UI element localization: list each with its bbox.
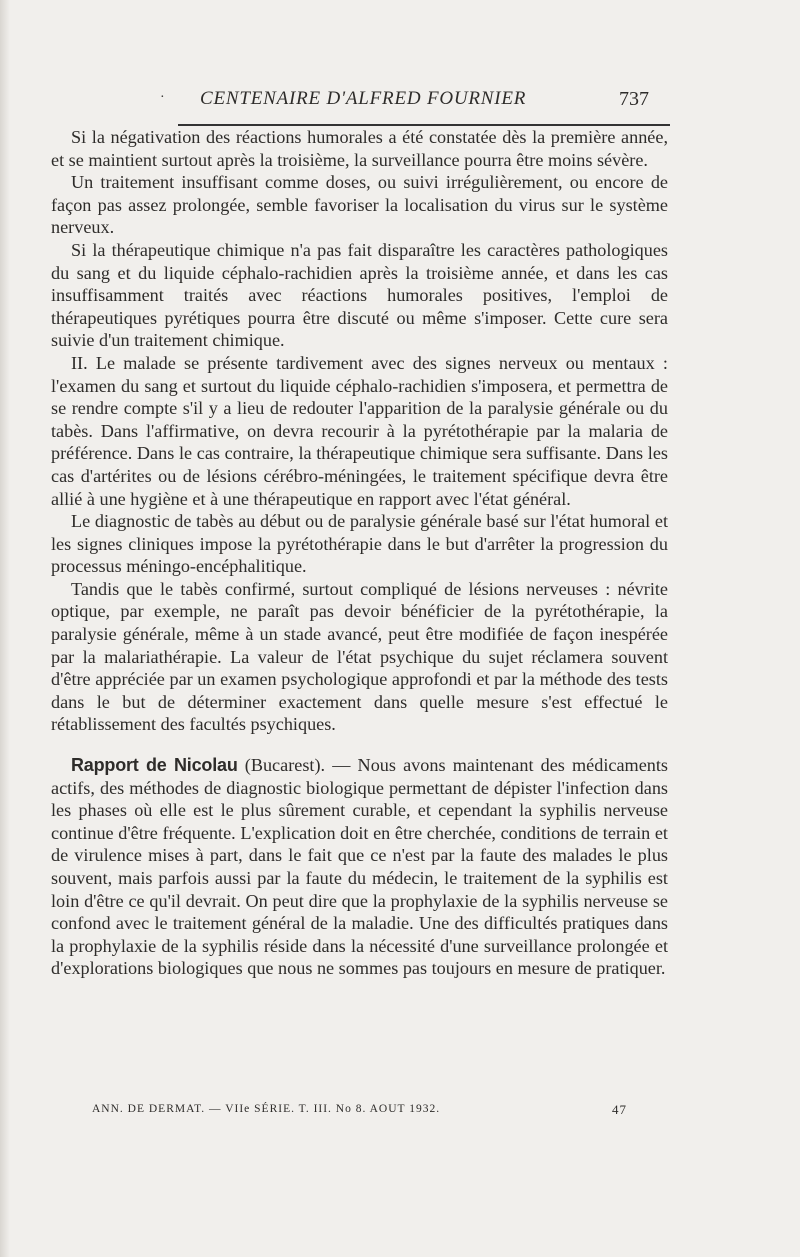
paragraph: Un traitement insuffisant comme doses, ou suivi irrégulièrement, ou encore de façon pas assez prolongée, semble favoriser la localisation du virus sur le système nerveux. [51,172,668,238]
header-dot: · [160,90,165,105]
sheet-number: 47 [612,1102,627,1117]
rapport-text: (Bucarest). — Nous avons maintenant des médicaments actifs, des méthodes de diagnostic biologique permettant de dépister l'infection dans les phases où elle est le plus sûrement curable, et cependant la syphilis nerveuse continue d'être fréquente. L'explication doit en être cherchée, conditions de terrain et de virulence mises à part, dans le fait que ce n'est par la faute des malades le plus souvent, mais parfois aussi par la faute du médecin, le traitement de la syphilis est loin d'être ce qu'il devrait. On peut dire que la prophylaxie de la syphilis nerveuse se confond avec le traitement général de la maladie. Une des difficultés pratiques dans la prophylaxie de la syphilis réside dans la nécessité d'une surveillance prolongée et d'explorations biologiques que nous ne sommes pas toujours en mesure de pratiquer. [51,755,668,979]
body-text [51,126,668,980]
paragraph: Le diagnostic de tabès au début ou de paralysie générale basé sur l'état humoral et les signes cliniques impose la pyrétothérapie dans le but d'arrêter la progression du processus méningo-encéphalitique. [51,511,668,577]
rapport-paragraph [51,754,668,980]
page-footer [92,1103,672,1123]
paragraph: Tandis que le tabès confirmé, surtout compliqué de lésions nerveuses : névrite optique, par exemple, ne paraît pas devoir bénéficier de la pyrétothérapie, la paralysie générale, même à un stade avancé, peut être modifiée de façon inespérée par la malariathérapie. La valeur de l'état psychique du sujet réclamera souvent d'être appréciée par un examen psychologique approfondi et par la méthode des tests dans le but de déterminer exactement dans quelle mesure s'est effectué le rétablissement des facultés psychiques. [51,578,668,735]
running-header [0,88,800,116]
journal-citation: ANN. DE DERMAT. — VIIe SÉRIE. T. III. No 8. AOUT 1932. [92,1103,441,1115]
page-number: 737 [619,88,649,110]
paragraph: Si la thérapeutique chimique n'a pas fait disparaître les caractères pathologiques du sang et du liquide céphalo-rachidien après la troisième année, et dans les cas insuffisamment traités avec réactions humorales positives, l'emploi de thérapeutiques pyrétiques pourra être discuté ou même s'imposer. Cette cure sera suivie d'un traitement chimique. [51,239,668,351]
running-title: CENTENAIRE D'ALFRED FOURNIER [200,88,527,109]
page-edge-shadow [0,0,10,1257]
rapport-heading: Rapport de Nicolau [71,755,238,776]
paragraph: Si la négativation des réactions humorales a été constatée dès la première année, et se maintient surtout après la troisième, la surveillance pourra être moins sévère. [51,127,668,170]
paragraph: II. Le malade se présente tardivement avec des signes nerveux ou mentaux : l'examen du sang et surtout du liquide céphalo-rachidien s'imposera, et permettra de se rendre compte s'il y a lieu de redouter l'apparition de la paralysie générale ou du tabès. Dans l'affirmative, on devra recourir à la pyrétothérapie par la malaria de préférence. Dans le cas contraire, la thérapeutique chimique sera suffisante. Dans les cas d'artérites ou de lésions cérébro-méningées, le traitement spécifique devra être allié à une hygiène et à une thérapeutique en rapport avec l'état général. [51,352,668,509]
